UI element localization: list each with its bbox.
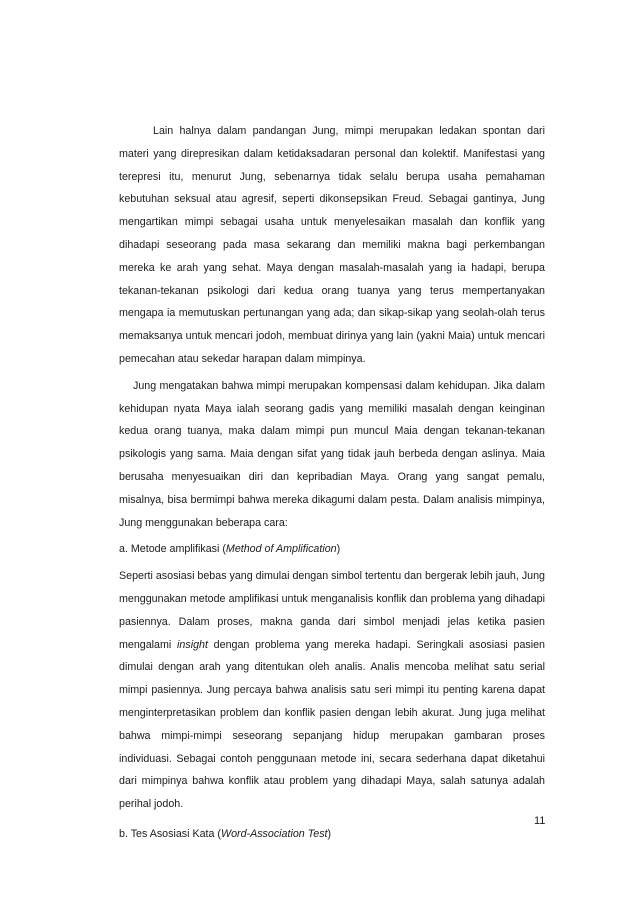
paragraph: Lain halnya dalam pandangan Jung, mimpi merupakan ledakan spontan dari materi yang direpresikan dalam ketidaksadaran personal dan kolektif. Manifestasi yang terepresi itu, menurut Jung, sebenarnya tidak selalu berupa usaha pemahaman kebutuhan seksual atau agresif, seperti dikonsepsikan Freud. Sebagai gantinya, Jung mengartikan mimpi sebagai usaha untuk menyelesaikan masalah dan konflik yang dihadapi seseorang pada masa sekarang dan memiliki makna bagi perkembangan mereka ke arah yang sehat. Maya dengan masalah-masalah yang ia hadapi, berupa tekanan-tekanan psikologi dari kedua orang tuanya yang terus mempertanyakan mengapa ia memutuskan pertunangan yang ada; dan sikap-sikap yang seolah-olah terus memaksanya untuk mencari jodoh, membuat dirinya yang lain (yakni Maia) untuk mencari pemecahan atau sekedar harapan dalam mimpinya. [119,125,545,365]
body-text [119,120,545,846]
paragraph [119,375,545,535]
section-heading-a [119,538,545,561]
heading-text: a. Metode amplifikasi ( [119,543,226,556]
paragraph-text: dengan problema yang mereka hadapi. Seringkali asosiasi pasien dimulai dengan arah yang ditentukan oleh analis. Analis mencoba melihat satu serial mimpi pasiennya. Jung percaya bahwa analisis satu seri mimpi itu penting karena dapat menginterpretasikan problem dan konflik pasien dengan lebih akurat. Jung juga melihat bahwa mimpi-mimpi seseorang sepanjang hidup merupakan gambaran proses individuasi. Sebagai contoh penggunaan metode ini, secara sederhana dapat diketahui dari mimpinya bahwa konflik atau problem yang dihadapi Maya, salah satunya adalah perihal jodoh. [119,638,546,811]
heading-text: ) [327,827,332,840]
page-number: 11 [534,815,546,827]
paragraph [119,565,545,816]
paragraph-text: Seperti asosiasi bebas yang dimulai dengan simbol tertentu dan bergerak lebih jauh, Jung menggunakan metode amplifikasi untuk menganalisis konflik dan problema yang dihadapi pasiennya. Dalam proses, makna ganda dari simbol menjadi jelas ketika pasien mengalami [119,570,545,651]
heading-text: b. Tes Asosiasi Kata ( [119,827,221,840]
italic-term: insight [177,638,208,651]
heading-text: ) [336,543,341,556]
section-heading-b [119,823,545,846]
heading-italic-term: Word-Association Test [220,827,328,840]
heading-italic-term: Method of Amplification [225,543,337,556]
paragraph-text: Jung mengatakan bahwa mimpi merupakan kompensasi dalam kehidupan. Jika dalam kehidupan nyata Maya ialah seorang gadis yang memiliki masalah dengan keinginan kedua orang tuanya, maka dalam mimpi pun muncul Maia dengan tekanan-tekanan psikologis yang sama. Maia dengan sifat yang tidak jauh berbeda dengan aslinya. Maia berusaha menyesuaikan diri dan kepribadian Maya. Orang yang sangat pemalu, misalnya, bisa bermimpi bahwa mereka dikagumi dalam pesta. Dalam analisis mimpinya, Jung menggunakan beberapa cara: [119,379,545,529]
